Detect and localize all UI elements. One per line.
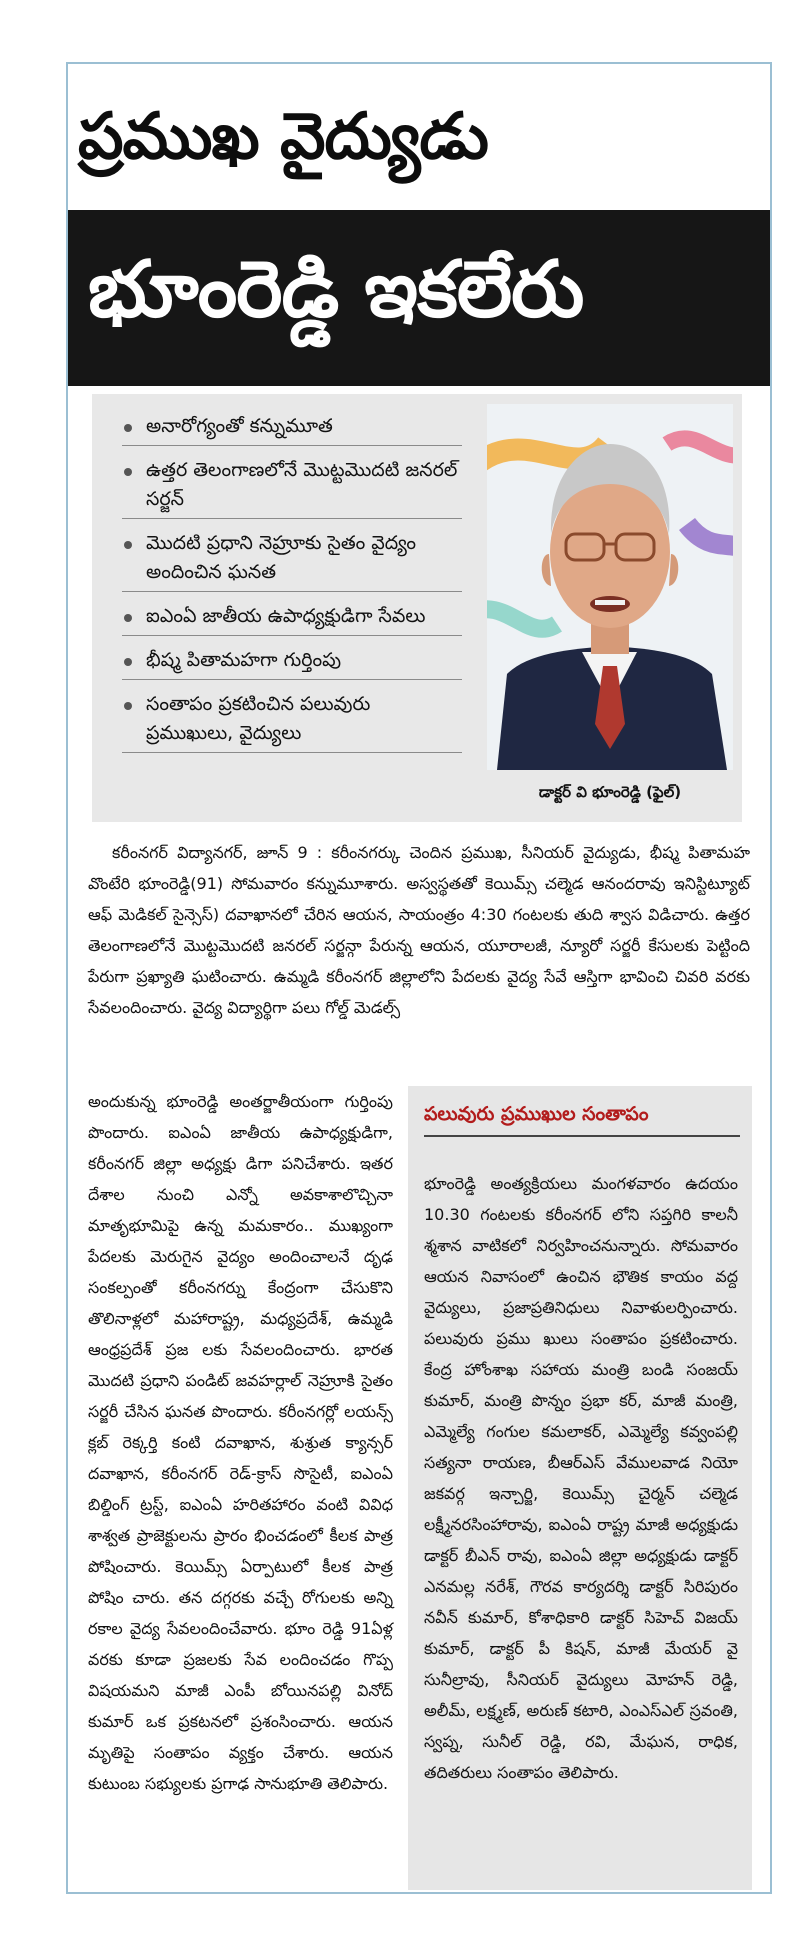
highlight-item: సంతాపం ప్రకటించిన పలువురు ప్రముఖులు, వైద్యులు — [122, 690, 462, 753]
highlight-item: భీష్మ పితామహగా గుర్తింపు — [122, 646, 462, 680]
headline-banner — [68, 210, 770, 386]
photo-caption: డాక్టర్ వి భూంరెడ్డి (ఫైల్) — [538, 783, 682, 801]
highlight-item: మొదటి ప్రధాని నెహ్రూకు సైతం వైద్యం అందించిన ఘనత — [122, 529, 462, 592]
lead-paragraph: కరీంనగర్ విద్యానగర్, జూన్ 9 : కరీంనగర్కు చెందిన ప్రముఖ, సీనియర్ వైద్యుడు, భీష్మ పితామహ వొంటేరి భూంరెడ్డి(91) సోమవారం కన్నుమూశారు. అస్వస్థతతో కెయిమ్స్ చల్మెడ ఆనందరావు ఇనిస్టిట్యూట్ ఆఫ్ మెడికల్ సైన్సెస్) దవాఖానలో చేరిన ఆయన, సాయంత్రం 4:30 గంటలకు తుది శ్వాస విడిచారు. ఉత్తర తెలంగాణలోనే మొట్టమొదటి జనరల్ సర్జన్గా పేరున్న ఆయన, యూరాలజీ, న్యూరో సర్జరీ కేసులకు పెట్టింది పేరుగా ప్రఖ్యాతి ఘటించారు. ఉమ్మడి కరీంనగర్ జిల్లాలోని పేదలకు వైద్య సేవే ఆస్తిగా భావించి చివరి వరకు సేవలందించారు. వైద్య విద్యార్థిగా పలు గోల్డ్ మెడల్స్ — [88, 843, 750, 1017]
sidebar-text: భూంరెడ్డి అంత్యక్రియలు మంగళవారం ఉదయం 10.30 గంటలకు కరీంనగర్ లోని సప్తగిరి కాలనీ శ్మశాన వాటికలో నిర్వహించనున్నారు. సోమవారం ఆయన నివాసంలో ఉంచిన భౌతిక కాయం వద్ద వైద్యులు, ప్రజాప్రతినిధులు నివాళులర్పించారు. పలువురు ప్రము ఖులు సంతాపం ప్రకటించారు. కేంద్ర హోంశాఖ సహాయ మంత్రి బండి సంజయ్ కుమార్, మంత్రి పొన్నం ప్రభా కర్, మాజీ మంత్రి, ఎమ్మెల్యే గంగుల కమలాకర్, ఎమ్మెల్యే కవ్వంపల్లి సత్యనా రాయణ, బీఆర్ఎస్ వేములవాడ నియో జకవర్గ ఇన్చార్జి, కెయిమ్స్ చైర్మన్ చల్మెడ లక్ష్మీనరసింహారావు, ఐఎంఏ రాష్ట్ర మాజీ అధ్యక్షుడు డాక్టర్ బీఎన్ రావు, ఐఎంఏ జిల్లా అధ్యక్షుడు డాక్టర్ ఎనమల్ల నరేశ్, గౌరవ కార్యదర్శి డాక్టర్ సిరిపురం నవీన్ కుమార్, కోశాధికారి డాక్టర్ సిహెచ్ విజయ్ కుమార్, డాక్టర్ పీ కిషన్, మాజీ మేయర్ వై సునీల్రావు, సీనియర్ వైద్యులు మోహన్ రెడ్డి, అలీమ్, లక్ష్మణ్, అరుణ్ కటారి, ఎంఎస్ఎల్ స్రవంతి, స్వప్న, సునీల్ రెడ్డి, రవి, మేఘన, రాధిక, తదితరులు సంతాపం తెలిపారు. — [424, 1174, 738, 1782]
highlight-item: ఐఎంఏ జాతీయ ఉపాధ్యక్షుడిగా సేవలు — [122, 602, 462, 636]
highlight-item: అనారోగ్యంతో కన్నుమూత — [122, 412, 462, 446]
sidebar-title: పలువురు ప్రముఖుల సంతాపం — [424, 1099, 740, 1137]
kicker: ప్రముఖ వైద్యుడు — [78, 100, 488, 174]
doctor-portrait-photo — [487, 404, 733, 770]
portrait-illustration — [487, 404, 733, 770]
highlights-list — [122, 412, 462, 763]
body-paragraph: అందుకున్న భూంరెడ్డి అంతర్జాతీయంగా గుర్తింపు పొందారు. ఐఎంఏ జాతీయ ఉపాధ్యక్షుడిగా, కరీంనగర్ జిల్లా అధ్యక్షు డిగా పనిచేశారు. ఇతర దేశాల నుంచి ఎన్నో అవకాశాలొచ్చినా మాతృభూమిపై ఉన్న మమకారం.. ముఖ్యంగా పేదలకు మెరుగైన వైద్యం అందించాలనే దృఢ సంకల్పంతో కరీంనగర్ను కేంద్రంగా చేసుకొని తొలినాళ్లలో మహారాష్ట్ర, మధ్యప్రదేశ్, ఉమ్మడి ఆంధ్రప్రదేశ్ ప్రజ లకు సేవలందించారు. భారత మొదటి ప్రధాని పండిట్ జవహర్లాల్ నెహ్రూకి సైతం సర్జరీ చేసిన ఘనత పొందారు. కరీంనగర్లో లయన్స్ క్లబ్ రెక్కర్తి కంటి దవాఖాన, శుశ్రుత క్యాన్సర్ దవాఖాన, కరీంనగర్ రెడ్-క్రాస్ సొసైటీ, ఐఎంఏ బిల్డింగ్ ట్రస్ట్, ఐఎంఏ హరితహారం వంటి వివిధ శాశ్వత ప్రాజెక్టులను ప్రారం భించడంలో కీలక పాత్ర పోషించారు. కెయిమ్స్ ఏర్పాటులో కీలక పాత్ర పోషిం చారు. తన దగ్గరకు వచ్చే రోగులకు అన్ని రకాల వైద్య సేవలందించేవారు. భూం రెడ్డి 91ఏళ్ల వరకు కూడా ప్రజలకు సేవ లందించడం గొప్ప విషయమని మాజీ ఎంపీ బోయినపల్లి వినోద్ కుమార్ ఒక ప్రకటనలో ప్రశంసించారు. ఆయన మృతిపై సంతాపం వ్యక్తం చేశారు. ఆయన కుటుంబ సభ్యులకు ప్రగాఢ సానుభూతి తెలిపారు. — [88, 1092, 393, 1793]
highlight-item: ఉత్తర తెలంగాణలోనే మొట్టమొదటి జనరల్ సర్జన్ — [122, 456, 462, 519]
condolence-sidebar — [408, 1086, 752, 1890]
headline: భూంరెడ్డి ఇకలేరు — [88, 245, 584, 335]
news-clipping — [66, 62, 772, 1894]
highlights-panel — [92, 394, 742, 822]
body-column — [88, 1086, 393, 1799]
